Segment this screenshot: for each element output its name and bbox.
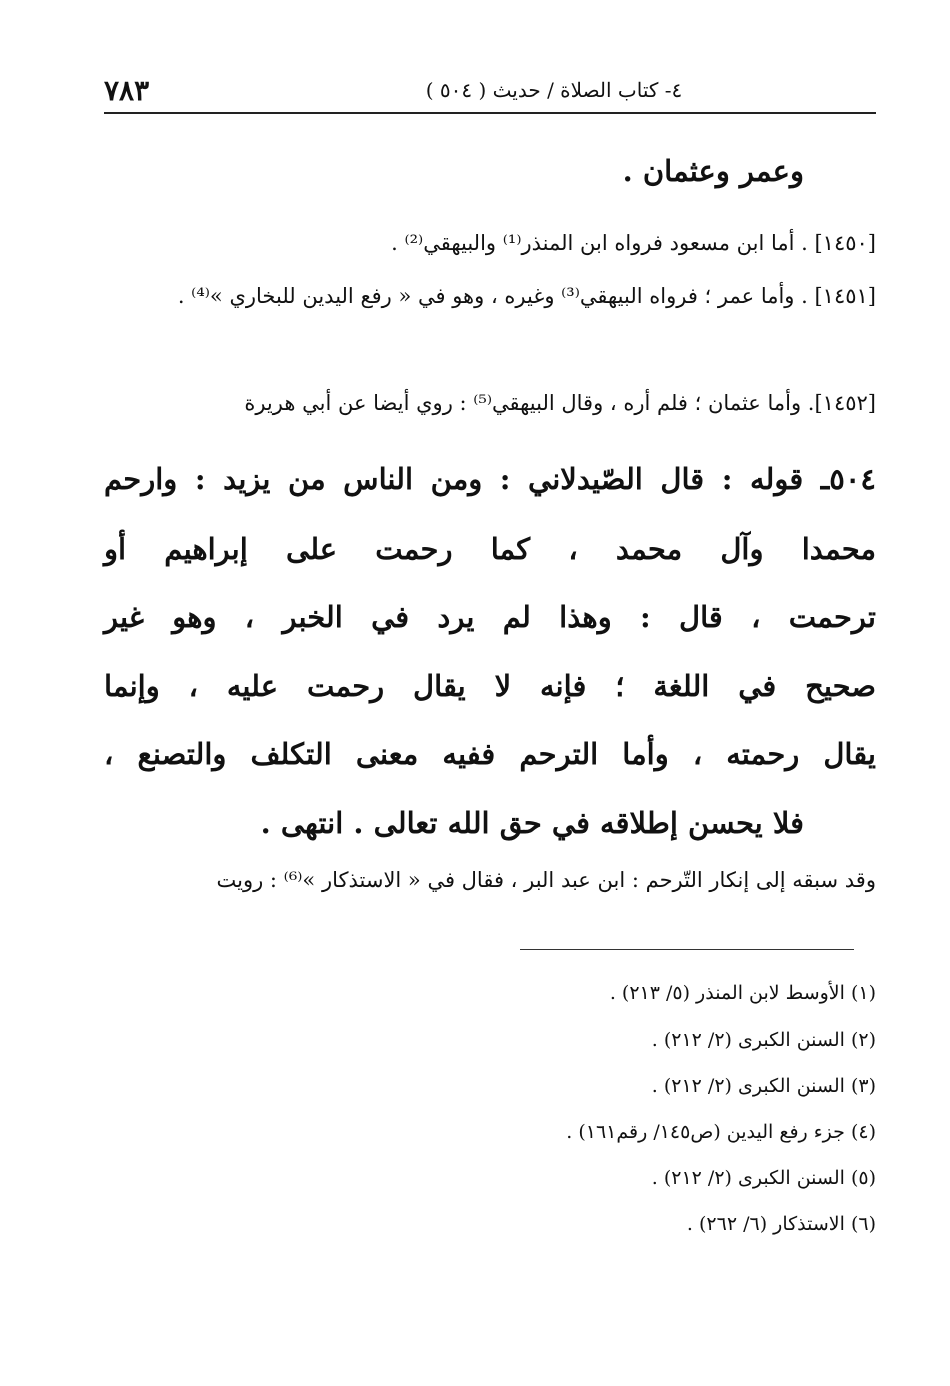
footnote-separator [520, 949, 854, 950]
quote-line: ترحمت ، قال : وهذا لم يرد في الخبر ، وهو غير [104, 600, 876, 634]
page-header [104, 72, 876, 112]
footnote: (٦) الاستذكار (٦/ ٢٦٢) . [686, 1213, 876, 1235]
footnote: (٥) السنن الكبرى (٢/ ٢١٢) . [651, 1167, 876, 1189]
paragraph-1452: [١٤٥٢]. وأما عثمان ؛ فلم أره ، وقال البيهقي⁽⁵⁾ : روي أيضا عن أبي هريرة [244, 391, 876, 415]
quote-line: ٥٠٤ـ قوله : قال الصّيدلاني : ومن الناس من يزيد : وارحم [104, 462, 876, 496]
quote-line: محمدا وآل محمد ، كما رحمت على إبراهيم أو [104, 532, 876, 566]
running-title: ٤- كتاب الصلاة / حديث ( ٥٠٤ ) [425, 78, 683, 102]
footnote: (٢) السنن الكبرى (٢/ ٢١٢) . [651, 1029, 876, 1051]
footnote: (١) الأوسط لابن المنذر (٥/ ٢١٣) . [609, 982, 876, 1004]
footnote: (٣) السنن الكبرى (٢/ ٢١٢) . [651, 1075, 876, 1097]
quote-line: صحيح في اللغة ؛ فإنه لا يقال رحمت عليه ، وإنما [104, 669, 876, 703]
quote-line: يقال رحمته ، وأما الترحم ففيه معنى التكلف والتصنع ، [104, 737, 876, 771]
page-number: ٧٨٣ [104, 74, 150, 107]
continuation-text: وعمر وعثمان . [622, 154, 804, 188]
header-rule [104, 112, 876, 114]
paragraph-1451: [١٤٥١] . وأما عمر ؛ فرواه البيهقي⁽³⁾ وغيره ، وهو في « رفع اليدين للبخاري »⁽⁴⁾ . [177, 284, 876, 308]
commentary-text: وقد سبقه إلى إنكار التّرحم : ابن عبد البر ، فقال في « الاستذكار »⁽⁶⁾ : رويت [216, 868, 876, 892]
footnote: (٤) جزء رفع اليدين (ص١٤٥/ رقم١٦١) . [566, 1121, 876, 1143]
quote-line: فلا يحسن إطلاقه في حق الله تعالى . انتهى . [260, 806, 804, 840]
paragraph-1450: [١٤٥٠] . أما ابن مسعود فرواه ابن المنذر⁽¹⁾ والبيهقي⁽²⁾ . [391, 231, 876, 255]
